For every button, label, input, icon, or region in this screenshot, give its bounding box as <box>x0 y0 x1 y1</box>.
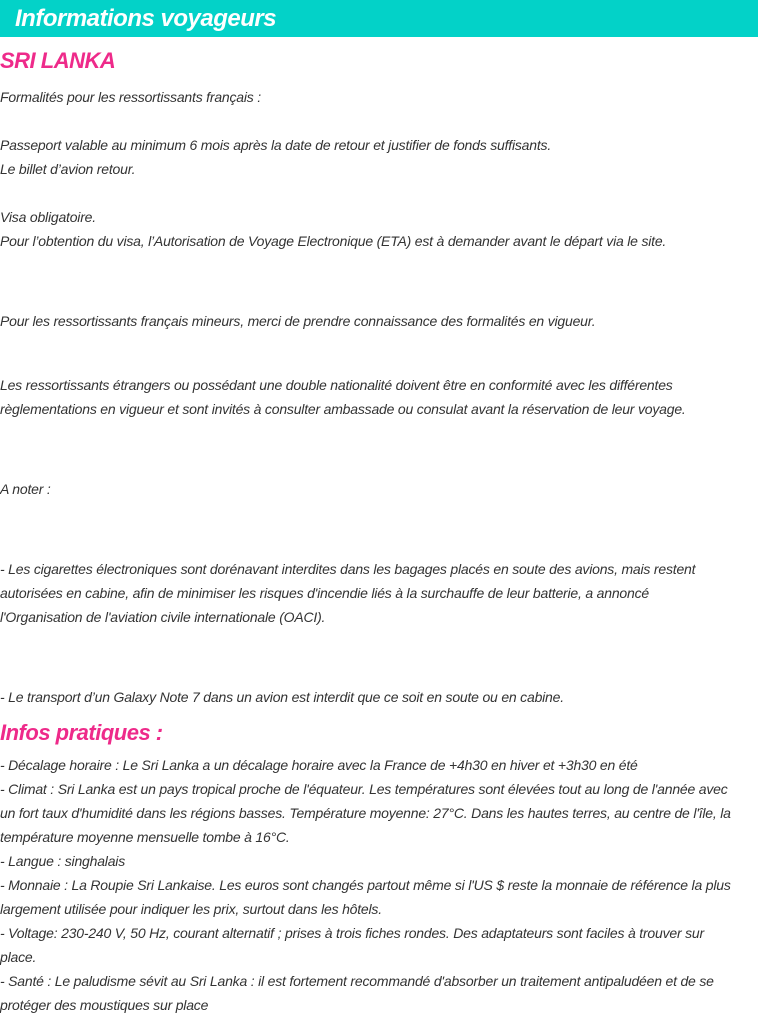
practical-line: place. <box>0 949 37 965</box>
minors-info: Pour les ressortissants français mineurs, merci de prendre connaissance des formalités en vigueur. <box>0 313 596 329</box>
practical-line: largement utilisée pour indiquer les prix, surtout dans les hôtels. <box>0 901 382 917</box>
passport-requirement: Passeport valable au minimum 6 mois après la date de retour et justifier de fonds suffisants. <box>0 137 552 153</box>
note-label: A noter : <box>0 481 51 497</box>
practical-line: - Décalage horaire : Le Sri Lanka a un décalage horaire avec la France de +4h30 en hiver et +3h30 en été <box>0 757 638 773</box>
practical-line: - Voltage: 230-240 V, 50 Hz, courant alternatif ; prises à trois fiches rondes. Des adaptateurs sont faciles à trouver sur <box>0 925 704 941</box>
visa-eta-info: Pour l’obtention du visa, l’Autorisation de Voyage Electronique (ETA) est à demander avant le départ via le site. <box>0 233 667 249</box>
practical-line: - Climat : Sri Lanka est un pays tropical proche de l'équateur. Les températures sont élevées tout au long de l'année avec <box>0 781 728 797</box>
foreigners-info-line-1: Les ressortissants étrangers ou possédant une double nationalité doivent être en conformité avec les différentes <box>0 377 673 393</box>
galaxy-note-info: - Le transport d’un Galaxy Note 7 dans un avion est interdit que ce soit en soute ou en cabine. <box>0 689 564 705</box>
country-title: SRI LANKA <box>0 48 116 73</box>
formalities-intro: Formalités pour les ressortissants français : <box>0 89 261 105</box>
practical-line: protéger des moustiques sur place <box>0 997 209 1013</box>
practical-line: température moyenne mensuelle tombe à 16°C. <box>0 829 290 845</box>
practical-line: un fort taux d'humidité dans les régions basses. Température moyenne: 27°C. Dans les hautes terres, au centre de l'île, la <box>0 805 731 821</box>
ecig-info-line-1: - Les cigarettes électroniques sont dorénavant interdites dans les bagages placés en soute des avions, mais restent <box>0 561 696 577</box>
page-title: Informations voyageurs <box>15 4 277 32</box>
practical-info-title: Infos pratiques : <box>0 720 163 745</box>
ecig-info-line-3: l'Organisation de l'aviation civile internationale (OACI). <box>0 609 326 625</box>
visa-required: Visa obligatoire. <box>0 209 96 225</box>
formalities-section <box>0 85 758 709</box>
ecig-info-line-2: autorisées en cabine, afin de minimiser les risques d'incendie liés à la surchauffe de leur batterie, a annoncé <box>0 585 649 601</box>
practical-info-list <box>0 753 758 1017</box>
foreigners-info-line-2: règlementations en vigueur et sont invités à consulter ambassade ou consulat avant la réservation de leur voyage. <box>0 401 686 417</box>
practical-line: - Monnaie : La Roupie Sri Lankaise. Les euros sont changés partout même si l'US $ reste la monnaie de référence la plus <box>0 877 731 893</box>
header-bar <box>0 0 758 37</box>
return-ticket-requirement: Le billet d’avion retour. <box>0 161 136 177</box>
practical-line: - Langue : singhalais <box>0 853 125 869</box>
practical-line: - Santé : Le paludisme sévit au Sri Lanka : il est fortement recommandé d'absorber un traitement antipaludéen et de se <box>0 973 714 989</box>
